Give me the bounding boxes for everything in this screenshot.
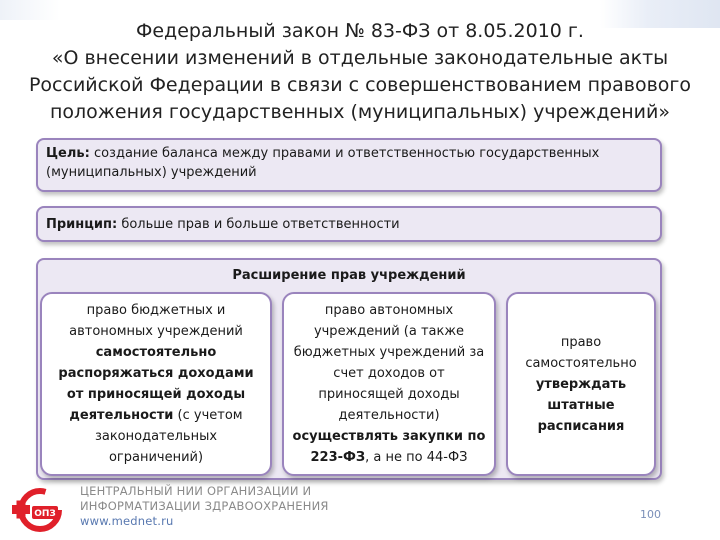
goal-label: Цель: — [46, 146, 90, 161]
page-number: 100 — [640, 508, 661, 521]
org-line-2: ИНФОРМАТИЗАЦИИ ЗДРАВООХРАНЕНИЯ — [80, 499, 329, 513]
card-2-tail: , а не по 44-ФЗ — [365, 450, 468, 465]
principle-label: Принцип: — [46, 217, 118, 232]
goal-box — [36, 138, 662, 192]
organization-name — [80, 484, 329, 529]
card-3-tail: штатные расписания — [537, 397, 625, 434]
principle-box — [36, 206, 662, 242]
right-card-revenue — [40, 292, 272, 476]
title-line-1: Федеральный закон № 83-ФЗ от 8.05.2010 г. — [136, 20, 584, 42]
card-1-tail: (с учетом законодательных ограничений) — [94, 408, 243, 465]
logo-text: ОПЗ — [34, 509, 56, 519]
card-3-bold: утверждать — [535, 376, 627, 392]
title-line-2: «О внесении изменений в отдельные законодательные акты — [51, 47, 669, 69]
card-1-intro: право бюджетных и автономных учреждений — [69, 303, 243, 339]
organization-logo — [10, 484, 72, 534]
corner-decoration-left — [0, 0, 60, 20]
right-card-procurement — [282, 292, 496, 476]
card-2-intro: право автономных учреждений (а также бюджетных учреждений за счет доходов от приносящей доходы деятельности) — [293, 303, 485, 423]
expansion-title: Расширение прав учреждений — [232, 268, 466, 283]
goal-text: создание баланса между правами и ответственностью государственных (муниципальных) учреждений — [46, 146, 600, 180]
card-3-intro: право самостоятельно — [525, 334, 637, 371]
org-url[interactable]: www.mednet.ru — [80, 514, 174, 528]
org-line-1: ЦЕНТРАЛЬНЫЙ НИИ ОРГАНИЗАЦИИ И — [80, 484, 312, 498]
title-line-3: Российской Федерации в связи с совершенствованием правового — [28, 74, 692, 96]
card-1-bold: самостоятельно распоряжаться доходами от приносящей доходы деятельности — [58, 345, 254, 423]
right-card-staffing — [506, 292, 656, 476]
title-line-4: положения государственных (муниципальных) учреждений» — [49, 101, 670, 123]
slide-title — [8, 18, 712, 126]
principle-text: больше прав и больше ответственности — [117, 217, 400, 232]
card-2-bold: осуществлять закупки по 223-ФЗ — [292, 429, 486, 465]
